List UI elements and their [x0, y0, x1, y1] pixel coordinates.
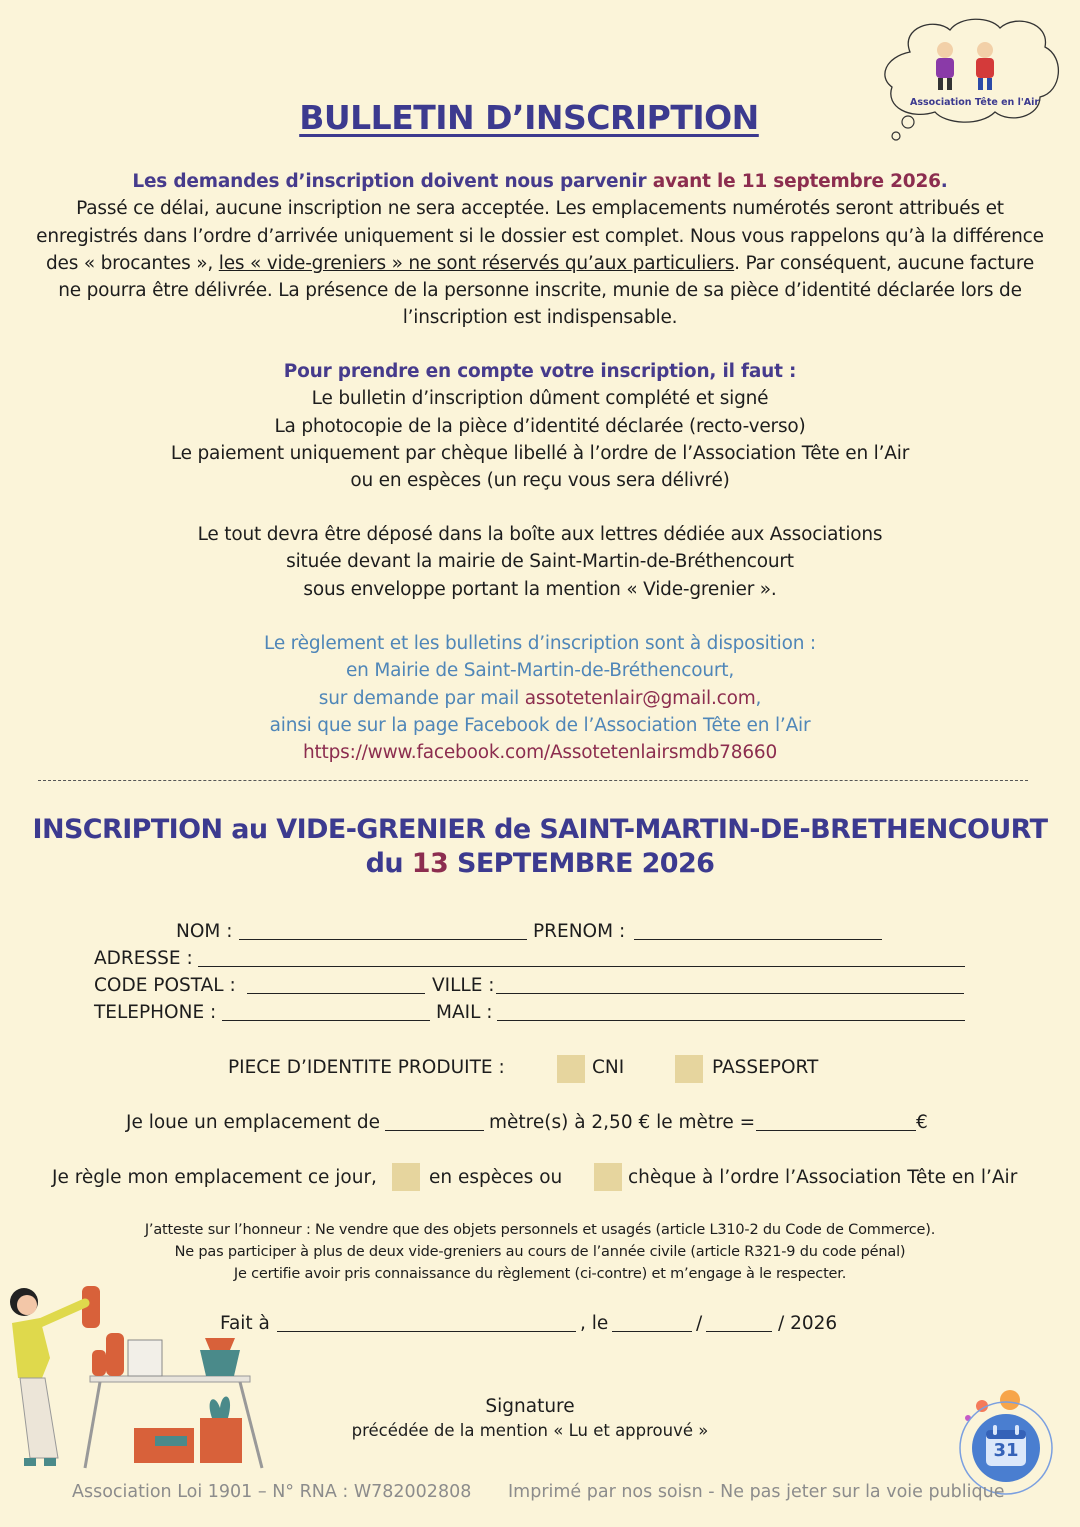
- logo-text: Association Tête en l'Air: [910, 97, 1040, 108]
- intro-line-4-underlined: les « vide-greniers » ne sont réservés qu’aux particuliers: [218, 252, 735, 274]
- emplacement-label: Je loue un emplacement de: [126, 1112, 381, 1133]
- intro-line-4: [0, 250, 1080, 277]
- le-label: , le: [580, 1313, 609, 1334]
- intro-line-2: Passé ce délai, aucune inscription ne sera acceptée. Les emplacements numérotés seront attribués et: [76, 198, 1004, 220]
- telephone-field[interactable]: [222, 1020, 430, 1021]
- form-title-month-year: SEPTEMBRE 2026: [448, 848, 715, 879]
- intro-paragraph: [0, 168, 1080, 332]
- piece-identite-label: PIECE D’IDENTITE PRODUITE :: [228, 1057, 505, 1078]
- mail-field[interactable]: [497, 1020, 965, 1021]
- cut-line-divider: [38, 780, 1028, 781]
- prenom-label: PRENOM :: [533, 921, 626, 942]
- deposit-line: sous enveloppe portant la mention « Vide-grenier ».: [303, 578, 777, 600]
- cheque-checkbox[interactable]: [594, 1163, 622, 1191]
- intro-line-4a: des « brocantes »,: [45, 252, 219, 274]
- deadline-date: avant le 11 septembre 2026: [652, 171, 941, 192]
- availability-block: [0, 630, 1080, 766]
- deposit-line: située devant la mairie de Saint-Martin-de-Bréthencourt: [286, 551, 794, 573]
- intro-line-6: l’inscription est indispensable.: [402, 307, 678, 329]
- attestation-line: Je certifie avoir pris connaissance du règlement (ci-contre) et m’engage à le respecter.: [233, 1266, 847, 1282]
- euro-sign: €: [916, 1112, 928, 1133]
- requirements-heading: Pour prendre en compte votre inscription, il faut :: [283, 361, 797, 382]
- form-title-day: 13: [411, 848, 449, 879]
- deadline-dot: .: [940, 171, 948, 192]
- calendar-icon: [950, 1386, 1060, 1496]
- requirement-item: ou en espèces (un reçu vous sera délivré): [350, 470, 730, 492]
- intro-line-1: [0, 168, 1080, 195]
- requirement-item: La photocopie de la pièce d’identité déclarée (recto-verso): [274, 415, 806, 437]
- ville-field[interactable]: [496, 993, 964, 994]
- availability-line-3: [0, 685, 1080, 712]
- code-postal-field[interactable]: [247, 993, 425, 994]
- mois-field[interactable]: [706, 1331, 772, 1332]
- prenom-field[interactable]: [634, 939, 882, 940]
- nom-field[interactable]: [239, 939, 527, 940]
- montant-field[interactable]: [756, 1130, 916, 1131]
- adresse-label: ADRESSE :: [94, 948, 193, 969]
- attestation-line: J’atteste sur l’honneur : Ne vendre que des objets personnels et usagés (article L310-2 du Code de Commerce).: [144, 1222, 936, 1238]
- year-label: / 2026: [778, 1313, 838, 1334]
- signature-mention: précédée de la mention « Lu et approuvé »: [351, 1421, 709, 1440]
- ville-label: VILLE :: [432, 975, 495, 996]
- facebook-link[interactable]: https://www.facebook.com/Assotetenlairsmdb78660: [302, 742, 778, 764]
- especes-checkbox[interactable]: [392, 1163, 420, 1191]
- especes-label: en espèces ou: [429, 1167, 563, 1188]
- fait-a-label: Fait à: [220, 1313, 270, 1334]
- code-postal-label: CODE POSTAL :: [94, 975, 236, 996]
- availability-line-2: en Mairie de Saint-Martin-de-Bréthencourt,: [345, 660, 735, 682]
- footer-print-note: Imprimé par nos soisn - Ne pas jeter sur la voie publique: [508, 1482, 1005, 1502]
- deposit-block: [0, 521, 1080, 603]
- email-link[interactable]: assotetenlair@gmail.com: [524, 687, 756, 709]
- intro-line-3: enregistrés dans l’ordre d’arrivée uniquement si le dossier est complet. Nous vous rappelons qu’à la différence: [36, 225, 1044, 247]
- cni-label: CNI: [592, 1057, 625, 1078]
- attestation-block: [0, 1219, 1080, 1285]
- prix-label: mètre(s) à 2,50 € le mètre =: [489, 1112, 756, 1133]
- metres-field[interactable]: [385, 1130, 484, 1131]
- availability-line-4: ainsi que sur la page Facebook de l’Association Tête en l’Air: [269, 714, 811, 736]
- form-title: [0, 813, 1080, 881]
- vendor-illustration: [0, 1278, 270, 1478]
- deposit-line: Le tout devra être déposé dans la boîte aux lettres dédiée aux Associations: [197, 524, 883, 545]
- passeport-label: PASSEPORT: [712, 1057, 819, 1078]
- footer-association: Association Loi 1901 – N° RNA : W782002808: [72, 1482, 472, 1502]
- telephone-label: TELEPHONE :: [94, 1002, 217, 1023]
- intro-line-4c: . Par conséquent, aucune facture: [734, 252, 1035, 274]
- reglement-label: Je règle mon emplacement ce jour,: [52, 1167, 377, 1188]
- lieu-field[interactable]: [277, 1331, 576, 1332]
- form-title-du: du: [365, 848, 412, 879]
- page-title: BULLETIN D’INSCRIPTION: [299, 98, 759, 137]
- cheque-label: chèque à l’ordre l’Association Tête en l’Air: [628, 1167, 1018, 1188]
- availability-line-1: Le règlement et les bulletins d’inscription sont à disposition :: [264, 633, 816, 654]
- requirement-item: Le bulletin d’inscription dûment complété et signé: [311, 388, 769, 410]
- passeport-checkbox[interactable]: [675, 1055, 703, 1083]
- jour-field[interactable]: [612, 1331, 692, 1332]
- form-title-line-1: INSCRIPTION au VIDE-GRENIER de SAINT-MARTIN-DE-BRETHENCOURT: [32, 814, 1048, 845]
- form-title-line-2: [0, 847, 1080, 881]
- attestation-line: Ne pas participer à plus de deux vide-greniers au cours de l’année civile (article R321-9 du code pénal): [174, 1244, 906, 1260]
- signature-label: Signature: [485, 1396, 575, 1417]
- date-slash: /: [696, 1313, 703, 1334]
- requirement-item: Le paiement uniquement par chèque libellé à l’ordre de l’Association Tête en l’Air: [170, 442, 910, 464]
- cni-checkbox[interactable]: [557, 1055, 585, 1083]
- availability-comma: ,: [755, 687, 762, 709]
- mail-label: MAIL :: [436, 1002, 493, 1023]
- availability-mail-lead: sur demande par mail: [318, 687, 525, 709]
- adresse-field[interactable]: [198, 966, 965, 967]
- nom-label: NOM :: [176, 921, 233, 942]
- deadline-lead: Les demandes d’inscription doivent nous parvenir: [132, 171, 653, 192]
- calendar-day: 31: [993, 1440, 1019, 1461]
- intro-line-5: ne pourra être délivrée. La présence de la personne inscrite, munie de sa pièce d’identité déclarée lors de: [58, 280, 1022, 302]
- requirements-block: [0, 358, 1080, 494]
